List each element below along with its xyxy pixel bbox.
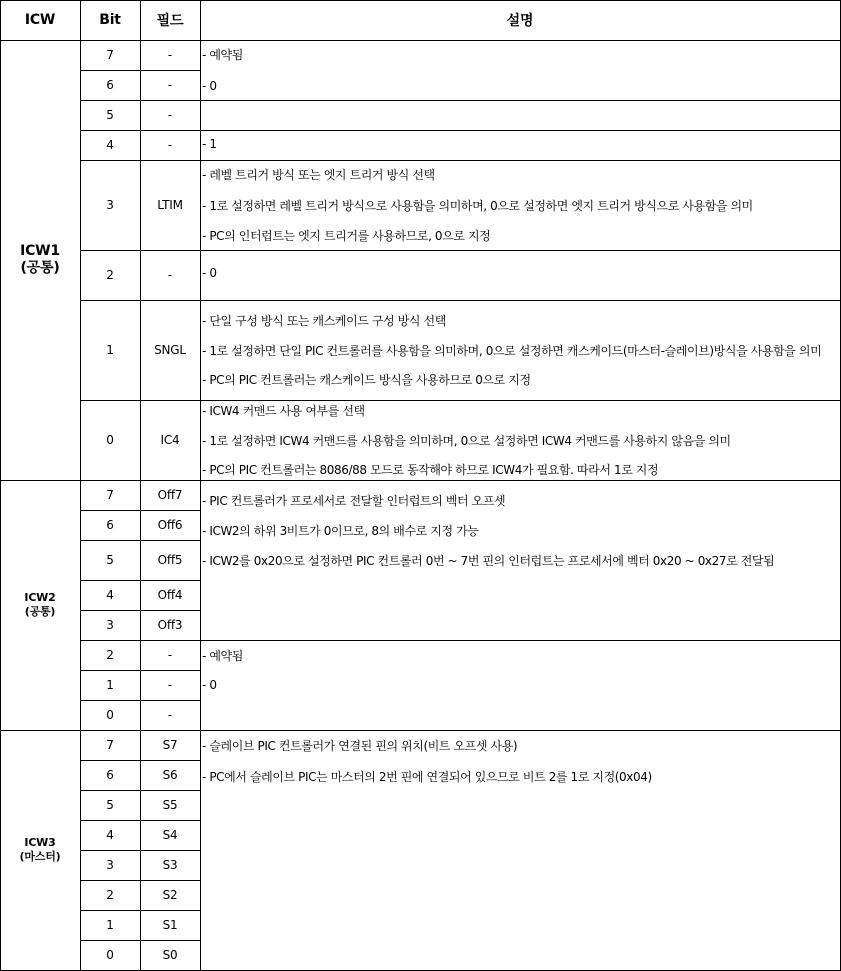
grid-line <box>200 250 841 251</box>
field-cell <box>140 300 200 400</box>
bit-cell <box>80 70 140 100</box>
bit-cell <box>80 730 140 760</box>
bit-value: 1 <box>106 918 114 932</box>
grid-line <box>200 400 841 401</box>
grid-line <box>200 480 201 731</box>
bit-cell <box>80 910 140 940</box>
field-cell <box>140 480 200 510</box>
field-name: S1 <box>162 918 178 932</box>
field-name: - <box>167 648 173 662</box>
description-line: - 1로 설정하면 레벨 트리거 방식으로 사용함을 의미하며, 0으로 설정하면 엣지 트리거 방식으로 사용함을 의미 <box>202 199 753 213</box>
field-name: - <box>167 48 173 62</box>
grid-line <box>0 0 841 1</box>
grid-line <box>80 70 201 71</box>
bit-value: 6 <box>106 78 114 92</box>
description-cell <box>200 130 840 160</box>
bit-value: 0 <box>106 948 114 962</box>
bit-value: 0 <box>106 433 114 447</box>
field-cell <box>140 880 200 910</box>
bit-cell <box>80 130 140 160</box>
group-name: ICW1 <box>20 242 60 259</box>
grid-line <box>0 730 841 731</box>
field-name: - <box>167 108 173 122</box>
grid-line <box>80 540 201 541</box>
field-cell <box>140 400 200 480</box>
bit-value: 2 <box>106 268 114 282</box>
bit-value: 2 <box>106 648 114 662</box>
description-line: - PC의 PIC 컨트롤러는 8086/88 모드로 동작해야 하므로 ICW4가 필요함. 따라서 1로 지정 <box>202 463 659 477</box>
field-cell <box>140 250 200 300</box>
bit-cell <box>80 40 140 70</box>
field-name: - <box>167 78 173 92</box>
description-line: - 1 <box>202 137 217 151</box>
field-name: S6 <box>162 768 178 782</box>
field-cell <box>140 510 200 540</box>
group-subtitle: (공통) <box>20 260 60 276</box>
description-line: - 슬레이브 PIC 컨트롤러가 연결된 핀의 위치(비트 오프셋 사용) <box>202 739 518 753</box>
grid-line <box>140 40 141 481</box>
group-name: ICW2 <box>24 591 56 605</box>
grid-line <box>80 880 201 881</box>
bit-value: 6 <box>106 768 114 782</box>
bit-value: 7 <box>106 738 114 752</box>
bit-value: 7 <box>106 488 114 502</box>
bit-value: 7 <box>106 48 114 62</box>
description-line: - 1로 설정하면 단일 PIC 컨트롤러를 사용함을 의미하며, 0으로 설정하면 캐스케이드(마스터-슬레이브)방식을 사용함을 의미 <box>202 344 822 358</box>
description-cell <box>200 160 840 250</box>
description-line: - ICW4 커맨드 사용 여부를 선택 <box>202 404 365 418</box>
grid-line <box>80 400 201 401</box>
grid-line <box>80 160 201 161</box>
description-line: - 0 <box>202 79 217 93</box>
header-label: Bit <box>99 12 121 28</box>
field-name: S4 <box>162 828 178 842</box>
grid-line <box>80 580 201 581</box>
bit-cell <box>80 480 140 510</box>
bit-cell <box>80 880 140 910</box>
grid-line <box>0 0 1 971</box>
description-line: - PIC 컨트롤러가 프로세서로 전달할 인터럽트의 벡터 오프셋 <box>202 494 506 508</box>
description-cell <box>200 400 840 480</box>
field-name: S5 <box>162 798 178 812</box>
group-icw3 <box>0 730 80 970</box>
bit-cell <box>80 790 140 820</box>
bit-cell <box>80 160 140 250</box>
grid-line <box>200 100 841 101</box>
bit-value: 4 <box>106 138 114 152</box>
field-cell <box>140 610 200 640</box>
field-name: Off7 <box>157 488 183 502</box>
bit-cell <box>80 300 140 400</box>
group-icw2 <box>0 480 80 730</box>
field-name: Off3 <box>157 618 183 632</box>
grid-line <box>80 850 201 851</box>
field-name: Off6 <box>157 518 183 532</box>
field-cell <box>140 540 200 580</box>
description-line: - 0 <box>202 266 217 280</box>
field-name: - <box>167 138 173 152</box>
field-cell <box>140 130 200 160</box>
field-cell <box>140 850 200 880</box>
header-icw <box>0 0 80 40</box>
grid-line <box>80 790 201 791</box>
bit-value: 1 <box>106 343 114 357</box>
group-icw1 <box>0 40 80 480</box>
field-name: LTIM <box>157 198 183 212</box>
grid-line <box>80 820 201 821</box>
bit-value: 5 <box>106 553 114 567</box>
grid-line <box>200 0 201 41</box>
field-name: Off5 <box>157 553 183 567</box>
bit-value: 1 <box>106 678 114 692</box>
grid-line <box>80 910 201 911</box>
header-bit <box>80 0 140 40</box>
grid-line <box>200 300 841 301</box>
bit-cell <box>80 940 140 970</box>
grid-line <box>80 480 81 731</box>
group-subtitle: (공통) <box>24 605 56 618</box>
field-name: IC4 <box>160 433 180 447</box>
description-line: - 예약됨 <box>202 48 243 62</box>
field-name: S3 <box>162 858 178 872</box>
description-line: - 0 <box>202 678 217 692</box>
field-cell <box>140 580 200 610</box>
bit-value: 2 <box>106 888 114 902</box>
header-label: ICW <box>24 12 56 28</box>
description-line: - 레벨 트리거 방식 또는 엣지 트리거 방식 선택 <box>202 168 435 182</box>
grid-line <box>0 40 841 41</box>
grid-line <box>80 640 201 641</box>
grid-line <box>80 0 81 41</box>
group-name: ICW3 <box>24 836 56 850</box>
bit-value: 5 <box>106 798 114 812</box>
bit-value: 4 <box>106 588 114 602</box>
field-cell <box>140 700 200 730</box>
bit-value: 0 <box>106 708 114 722</box>
header-field <box>140 0 200 40</box>
description-cell <box>200 40 840 100</box>
description-cell <box>200 730 840 970</box>
bit-cell <box>80 400 140 480</box>
bit-value: 5 <box>106 108 114 122</box>
field-cell <box>140 790 200 820</box>
grid-line <box>80 510 201 511</box>
grid-line <box>80 760 201 761</box>
grid-line <box>200 130 841 131</box>
field-name: - <box>167 268 173 282</box>
grid-line <box>80 700 201 701</box>
bit-value: 6 <box>106 518 114 532</box>
description-line: - 단일 구성 방식 또는 캐스케이드 구성 방식 선택 <box>202 314 446 328</box>
description-line: - PC에서 슬레이브 PIC는 마스터의 2번 핀에 연결되어 있으므로 비트 2를 1로 지정(0x04) <box>202 770 652 784</box>
description-cell <box>200 300 840 400</box>
bit-value: 3 <box>106 618 114 632</box>
description-line: - ICW2의 하위 3비트가 0이므로, 8의 배수로 지정 가능 <box>202 524 479 538</box>
grid-line <box>140 480 141 731</box>
field-name: - <box>167 708 173 722</box>
description-cell <box>200 100 840 130</box>
bit-cell <box>80 250 140 300</box>
bit-cell <box>80 760 140 790</box>
grid-line <box>80 250 201 251</box>
bit-value: 3 <box>106 858 114 872</box>
bit-cell <box>80 850 140 880</box>
field-cell <box>140 160 200 250</box>
field-name: S7 <box>162 738 178 752</box>
grid-line <box>80 610 201 611</box>
bit-cell <box>80 610 140 640</box>
field-name: S0 <box>162 948 178 962</box>
field-name: S2 <box>162 888 178 902</box>
field-cell <box>140 640 200 670</box>
bit-cell <box>80 510 140 540</box>
header-label: 필드 <box>156 13 184 29</box>
description-line: - 예약됨 <box>202 649 243 663</box>
field-cell <box>140 100 200 130</box>
field-cell <box>140 40 200 70</box>
grid-line <box>140 0 141 41</box>
grid-line <box>200 40 201 481</box>
header-description <box>200 0 840 40</box>
field-name: - <box>167 678 173 692</box>
grid-line <box>200 640 841 641</box>
group-subtitle: (마스터) <box>19 850 61 863</box>
description-cell <box>200 480 840 640</box>
field-name: SNGL <box>154 343 186 357</box>
field-cell <box>140 820 200 850</box>
grid-line <box>0 480 841 481</box>
description-cell <box>200 640 840 730</box>
bit-cell <box>80 640 140 670</box>
bit-cell <box>80 540 140 580</box>
bit-value: 3 <box>106 198 114 212</box>
field-cell <box>140 70 200 100</box>
field-cell <box>140 730 200 760</box>
bit-cell <box>80 820 140 850</box>
field-cell <box>140 910 200 940</box>
grid-line <box>80 100 201 101</box>
header-label: 설명 <box>506 13 534 29</box>
grid-line <box>80 40 81 481</box>
grid-line <box>80 670 201 671</box>
field-name: Off4 <box>157 588 183 602</box>
bit-cell <box>80 670 140 700</box>
bit-cell <box>80 580 140 610</box>
bit-value: 4 <box>106 828 114 842</box>
description-line: - PC의 PIC 컨트롤러는 캐스케이드 방식을 사용하므로 0으로 지정 <box>202 373 531 387</box>
bit-cell <box>80 700 140 730</box>
grid-line <box>200 160 841 161</box>
grid-line <box>80 300 201 301</box>
description-cell <box>200 250 840 300</box>
field-cell <box>140 760 200 790</box>
bit-cell <box>80 100 140 130</box>
description-line: - PC의 인터럽트는 엣지 트리거를 사용하므로, 0으로 지정 <box>202 229 491 243</box>
grid-line <box>80 130 201 131</box>
description-line: - ICW2를 0x20으로 설정하면 PIC 컨트롤러 0번 ~ 7번 핀의 인터럽트는 프로세서에 벡터 0x20 ~ 0x27로 전달됨 <box>202 554 775 568</box>
field-cell <box>140 670 200 700</box>
field-cell <box>140 940 200 970</box>
grid-line <box>80 940 201 941</box>
description-line: - 1로 설정하면 ICW4 커맨드를 사용함을 의미하며, 0으로 설정하면 ICW4 커맨드를 사용하지 않음을 의미 <box>202 434 731 448</box>
